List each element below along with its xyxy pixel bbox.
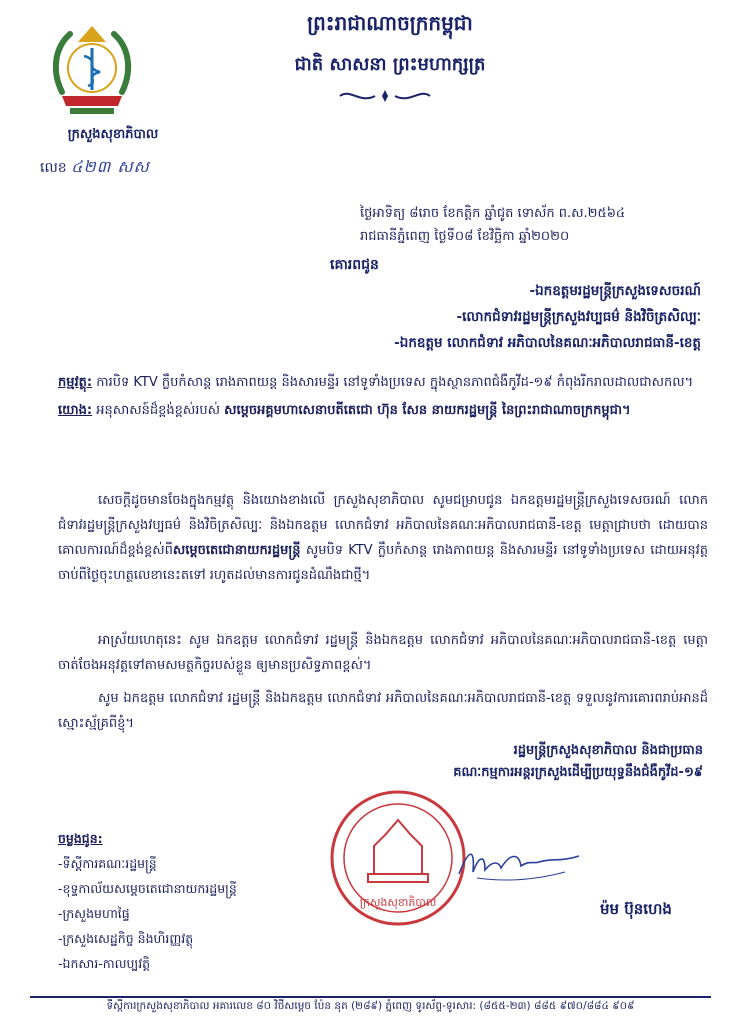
kingdom-title: ព្រះរាជាណាចក្រកម្ពុជា — [307, 11, 473, 35]
official-stamp — [328, 788, 468, 928]
subject-text: ការបិទ KTV ក្លឹបកំសាន្ត រោងភាពយន្ត និងសារមន្ទីរ នៅទូទាំងប្រទេស ក្នុងស្ថានភាពជំងឺកូវីដ-១៩ កំពុងរីករាលដាលជាសកល។ — [96, 375, 694, 390]
body-paragraph-3: សូម ឯកឧត្តម លោកជំទាវ រដ្ឋមន្ត្រី និងឯកឧត្តម លោកជំទាវ អភិបាលនៃគណៈអភិបាលរាជធានី-ខេត្ត ទទួលនូវការគោរពរាប់អានដ៏ស្មោះស្ម័គ្រពីខ្ញុំ។ — [58, 691, 708, 731]
handwritten-signature — [455, 838, 585, 888]
signature-title-2: គណៈកម្មការអន្តរក្រសួងដើម្បីប្រយុទ្ធនឹងជំងឺកូវីដ-១៩ — [453, 765, 703, 780]
body-paragraph-1 — [58, 488, 708, 588]
cc-item: -ខុទ្ទកាល័យសម្តេចតេជោនាយករដ្ឋមន្ត្រី — [58, 881, 237, 896]
ministry-logo — [48, 22, 136, 122]
cc-item: -ឯកសារ-កាលប្បវត្តិ — [58, 956, 151, 971]
subject-line — [58, 372, 708, 394]
recipient-3: -ឯកឧត្តម លោកជំទាវ អភិបាលនៃគណៈអភិបាលរាជធានី-ខេត្ត — [394, 335, 701, 351]
body-paragraph-2: អាស្រ័យហេតុនេះ សូម ឯកឧត្តម លោកជំទាវ រដ្ឋមន្ត្រី និងឯកឧត្តម លោកជំទាវ អភិបាលនៃគណៈអភិបាលរាជធានី-ខេត្ត មេត្តាចាត់ចែងអនុវត្តទៅតាមសមត្ថកិច្ចរបស់ខ្លួន ឲ្យមានប្រសិទ្ធភាពខ្ពស់។ — [58, 633, 708, 673]
signature-title-1: រដ្ឋមន្ត្រីក្រសួងសុខាភិបាល និងជាប្រធាន — [513, 743, 703, 758]
p1-text-c: សូមបិទ KTV ក្លឹបកំសាន្ត រោងភាពយន្ត និងសារមន្ទីរ នៅទូទាំងប្រទេស ដោយអនុវត្តចាប់ពីថ្ងៃចុះហត្ថលេខានេះតទៅ រហូតដល់មានការជូនដំណឹងជាថ្មី។ — [58, 543, 708, 583]
cc-item: -ក្រសួងសេដ្ឋកិច្ច និងហិរញ្ញវត្ថុ — [58, 931, 194, 946]
reference-label: យោង: — [58, 403, 93, 418]
subject-label: កម្មវត្ថុ: — [58, 375, 93, 390]
cc-list — [58, 826, 237, 976]
doc-number-value: ៤២៣ សស — [71, 157, 150, 176]
lunar-date: ថ្ងៃអាទិត្យ ៨រោច ខែកត្តិក ឆ្នាំជូត ទោស័ក ព.ស.២៥៦៤ — [360, 206, 626, 221]
cc-item: -ក្រសួងមហាផ្ទៃ — [58, 906, 130, 921]
reference-bold: សម្តេចអគ្គមហាសេនាបតីតេជោ ហ៊ុន សែន នាយករដ្ឋមន្ត្រី នៃព្រះរាជាណាចក្រកម្ពុជា។ — [224, 403, 631, 418]
solar-date: រាជធានីភ្នំពេញ ថ្ងៃទី០៨ ខែវិច្ឆិកា ឆ្នាំ២០២០ — [360, 229, 570, 244]
p1-text-a: សេចក្តីដូចមានចែងក្នុងកម្មវត្ថុ និងយោងខាងលើ ក្រសួងសុខាភិបាល សូមជម្រាបជូន ឯកឧត្តមរដ្ឋមន្ត្រីក្រសួងទេសចរណ៍ លោកជំទាវរដ្ឋមន្ត្រីក្រសួងវប្បធម៌ និងវិចិត្រសិល្បៈ និងឯកឧត្តម លោកជំទាវ អភិបាលនៃគណៈអភិបាលរាជធានី-ខេត្ត មេត្តាជ្រាបថា ដោយបានគោលការណ៍ដ៏ខ្ពង់ខ្ពស់ពី — [58, 493, 708, 558]
ministry-name: ក្រសួងសុខាភិបាល — [67, 127, 159, 142]
cc-heading: ចម្លងជូន: — [58, 831, 103, 846]
footer-divider — [30, 996, 711, 998]
document-number — [40, 156, 150, 180]
doc-prefix: លេខ — [40, 160, 67, 176]
respectfully-heading: គោរពជូន — [330, 257, 379, 273]
signature-titles — [263, 740, 703, 784]
stamp-text: ក្រសួងសុខាភិបាល — [359, 896, 437, 909]
national-motto: ជាតិ សាសនា ព្រះមហាក្សត្រ — [294, 54, 486, 75]
signatory-name: ម៉ម ប៊ុនហេង — [600, 900, 672, 918]
reference-line — [58, 400, 708, 422]
cc-item: -ទីស្តីការគណៈរដ្ឋមន្ត្រី — [58, 856, 157, 871]
reference-text: អនុសាសន៍ដ៏ខ្ពង់ខ្ពស់របស់ — [96, 403, 221, 418]
ornament-divider — [330, 88, 440, 104]
recipient-1: -ឯកឧត្តមរដ្ឋមន្ត្រីក្រសួងទេសចរណ៍ — [529, 283, 701, 299]
footer-address: ទីស្តីការក្រសួងសុខាភិបាល អគារលេខ ៨០ វិថីសម្តេច ប៉ែន នុត (២៨៩) ភ្នំពេញ ទូរស័ព្ទ-ទូរសារ: (៨៥៥-២៣) ៨៨៥ ៩៧០/៨៨៤ ៩០៩ — [106, 1000, 635, 1012]
p1-text-bold: សម្តេចតេជោនាយករដ្ឋមន្ត្រី — [172, 543, 301, 558]
subject-block — [58, 372, 708, 422]
recipient-2: -លោកជំទាវរដ្ឋមន្ត្រីក្រសួងវប្បធម៌ និងវិចិត្រសិល្បៈ — [456, 309, 701, 325]
